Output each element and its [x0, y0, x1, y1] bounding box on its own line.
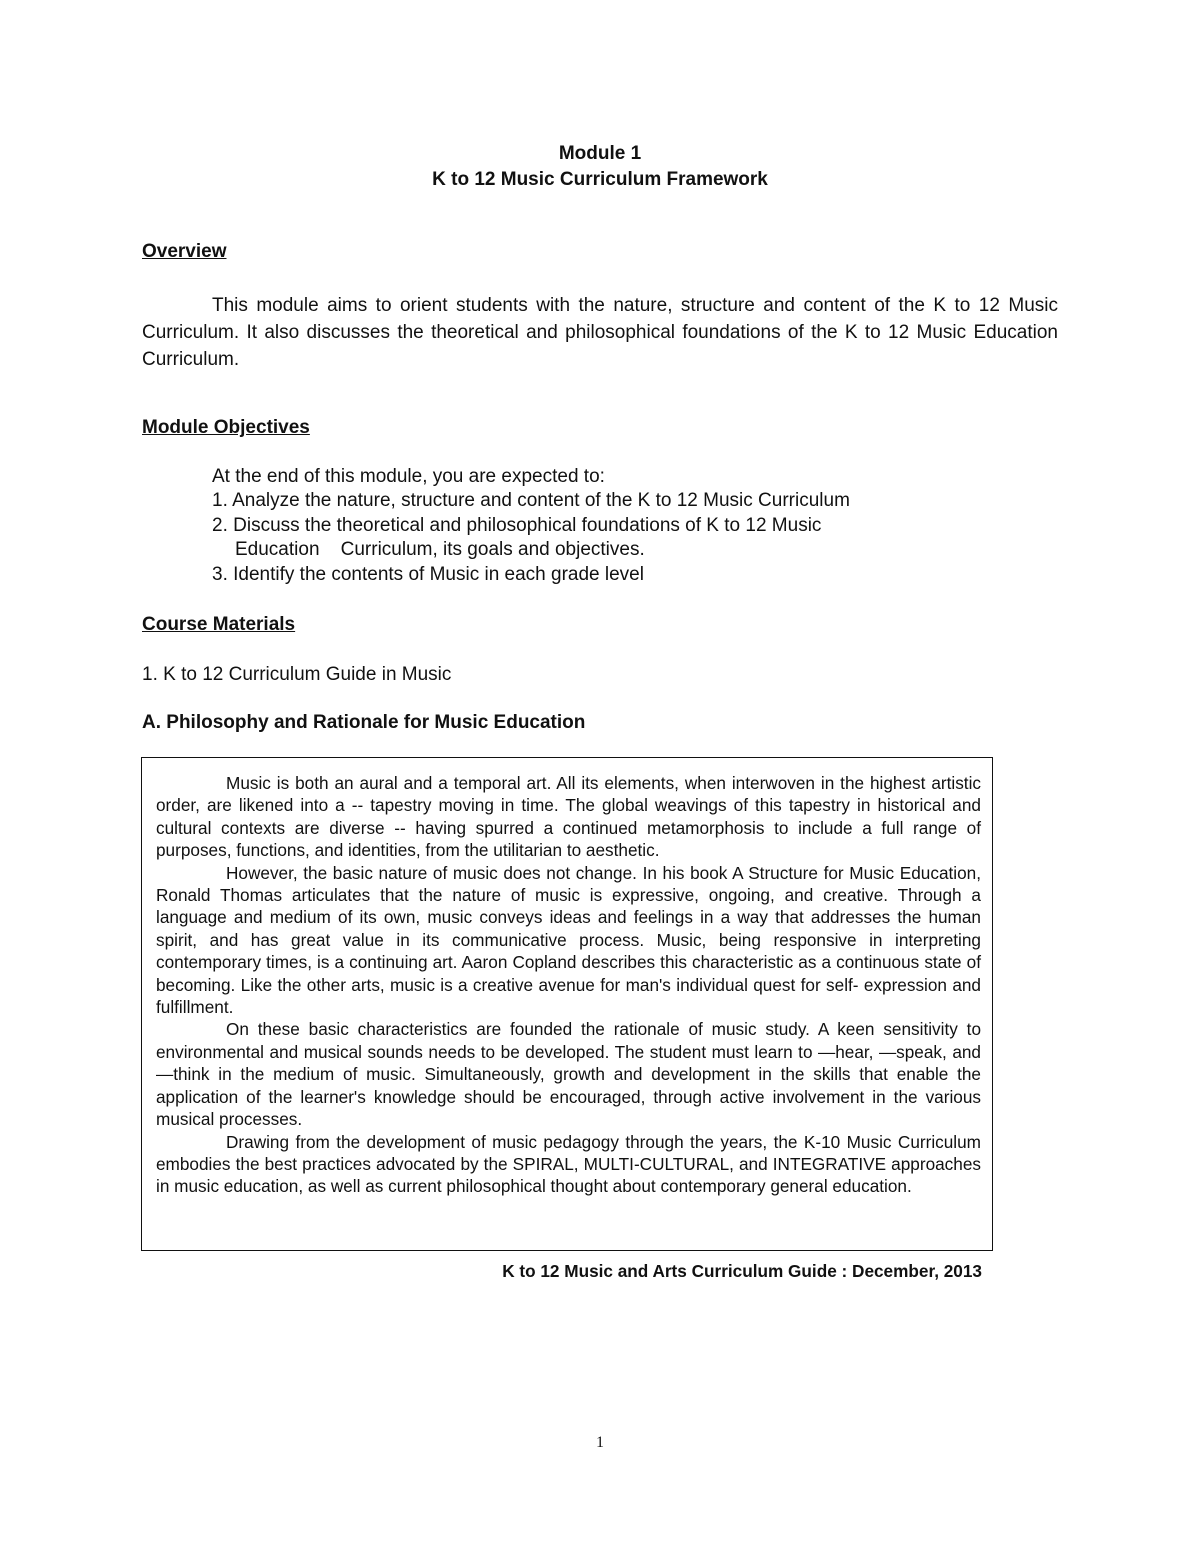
philosophy-paragraph: Drawing from the development of music pedagogy through the years, the K-10 Music Curriculum embodies the best practices advocated by the SPIRAL, MULTI-CULTURAL, and INTEGRATIVE approaches in music education, as well as current philosophical thought about contemporary general education. [156, 1131, 981, 1197]
philosophy-text [156, 772, 981, 1198]
objectives-heading: Module Objectives [142, 417, 310, 438]
overview-paragraph [142, 292, 1058, 373]
philosophy-paragraph: Music is both an aural and a temporal art. All its elements, when interwoven in the highest artistic order, are likened into a -- tapestry moving in time. The global weavings of this tapestry in historical and cultural contexts are diverse -- having spurred a continued metamorphosis to include a full range of purposes, functions, and identities, from the utilitarian to aesthetic. [156, 773, 981, 861]
objective-item: 3. Identify the contents of Music in each grade level [212, 563, 644, 585]
section-a-heading: A. Philosophy and Rationale for Music Education [142, 712, 586, 733]
philosophy-text-box [141, 757, 993, 1251]
title-block [0, 141, 1200, 193]
philosophy-paragraph: On these basic characteristics are founded the rationale of music study. A keen sensitivity to environmental and musical sounds needs to be developed. The student must learn to —hear, —speak, and —think in the medium of music. Simultaneously, growth and development in the skills that enable the application of the learner's knowledge should be encouraged, through active involvement in the various musical processes. [156, 1019, 981, 1130]
source-caption: K to 12 Music and Arts Curriculum Guide : December, 2013 [502, 1261, 982, 1281]
objective-item: 2. Discuss the theoretical and philosophical foundations of K to 12 Music [212, 514, 822, 536]
overview-text: This module aims to orient students with the nature, structure and content of the K to 12 Music Curriculum. It also discusses the theoretical and philosophical foundations of the K to 12 Music Education Curriculum. [142, 295, 1058, 370]
overview-heading: Overview [142, 241, 227, 262]
module-title: K to 12 Music Curriculum Framework [432, 169, 768, 190]
objective-item-continuation: Education Curriculum, its goals and objectives. [235, 539, 645, 560]
materials-item: 1. K to 12 Curriculum Guide in Music [142, 664, 452, 685]
objectives-intro: At the end of this module, you are expected to: [212, 466, 605, 487]
objective-item: 1. Analyze the nature, structure and content of the K to 12 Music Curriculum [212, 490, 850, 511]
objectives-list [212, 489, 850, 587]
module-label: Module 1 [558, 143, 642, 164]
philosophy-paragraph: However, the basic nature of music does not change. In his book A Structure for Music Education, Ronald Thomas articulates that the nature of music is expressive, ongoing, and creative. Through a language and medium of its own, music conveys ideas and feelings in a way that addresses the human spirit, and has great value in its communicative process. Music, being responsive in interpreting contemporary times, is a continuing art. Aaron Copland describes this characteristic as a continuous state of becoming. Like the other arts, music is a creative avenue for man's individual quest for self- expression and fulfillment. [156, 862, 981, 1018]
materials-heading: Course Materials [142, 614, 296, 635]
page-number: 1 [596, 1434, 604, 1451]
